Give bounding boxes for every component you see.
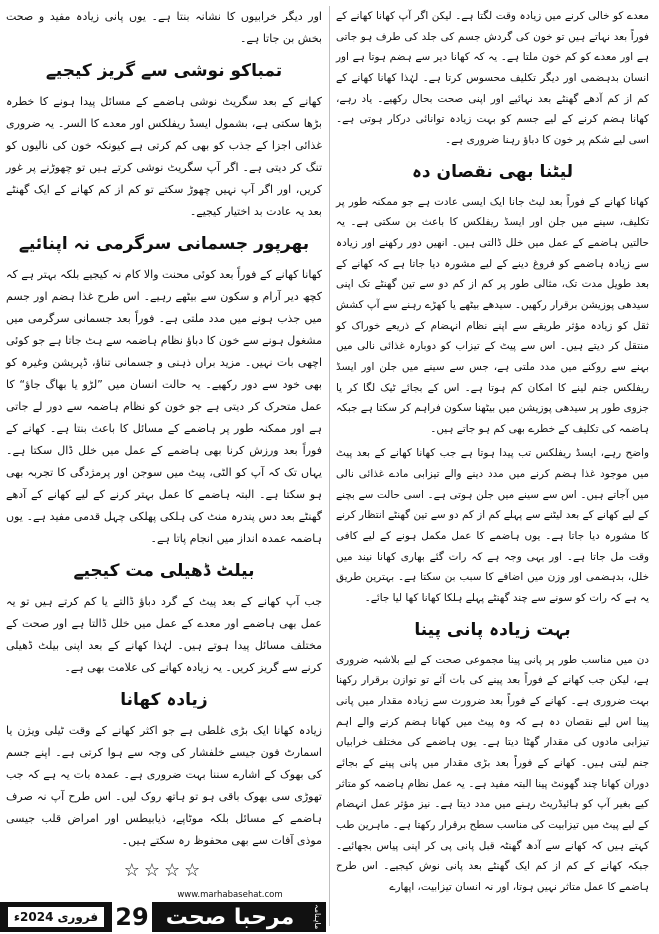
end-stars: ☆☆☆☆ [123,860,205,881]
section-physical-activity-paragraph: کھانا کھانے کے فوراً بعد کوئی محنت والا کام نہ کیجیے بلکہ بہتر ہے کہ کچھ دیر آرام و سکون سے بیٹھے رہیے۔ اس طرح غذا ہضم اور جسم میں جذب ہونے میں مدد ملتی ہے۔ فوراً بعد جسمانی سرگرمی میں مشغول ہونے سے خون کا دباؤ نظام ہاضمہ سے ہٹ جاتا ہے جو کوئی اچھی بات نہیں۔ مزید براں ذہنی و جسمانی تناؤ، ڈپریشن وغیرہ کو بھی خود سے دور رکھیے۔ یہ حالت انسان میں ”لڑو یا بھاگ جاؤ“ کا عمل متحرک کر دیتی ہے جو خون کو نظام ہاضمہ سے دور لے جاتی ہے اور ممکنہ طور پر ہاضمے کے مسائل کا باعث بنتا ہے۔ کھانے کے فوراً بعد ورزش کرنا بھی ہاضمے کے عمل میں خلل ڈال سکتا ہے۔ یہاں تک کہ آپ کو الٹی، پیٹ میں سوجن اور پرمژدگی کا تجربہ بھی ہو سکتا ہے۔ البتہ ہاضمے کا عمل بہتر کرنے کے لیے کھانے کے آدھے گھنٹے بعد دس پندرہ منٹ کی ہلکی پھلکی چہل قدمی مفید ہے۔ یوں ہاضمہ عمدہ انداز میں انجام پاتا ہے۔ [6,268,322,545]
monthly-label: ماہنامہ [313,904,322,930]
right-intro-paragraph: معدے کو خالی کرنے میں زیادہ وقت لگتا ہے۔ لیکن اگر آپ کھانا کھانے کے فوراً بعد نہاتے ہیں تو خون کی گردش جسم کی جلد کی طرف ہو جاتی ہے اور معدے کو کم خون ملتا ہے۔ یہ کہ کھانا دیر سے ہضم ہوتا ہے اور انسان بدہضمی اور دیگر تکلیف محسوس کرتا ہے۔ لہٰذا کھانا کھانے کے کم از کم آدھے گھنٹے بعد نہائیے اور اپنی صحت بحال رکھیے۔ یاد رہے، کھانا ہضم کرنے کے لیے جسم کو بہت زیادہ توانائی درکار ہوتی ہے۔ اسی لیے شکم پر خون کا دباؤ رہنا ضروری ہے۔ [336,10,649,146]
section-heading-smoking: تمباکو نوشی سے گریز کیجیے [45,61,283,81]
page-footer [0,890,326,932]
section-drinking-water-paragraph: دن میں مناسب طور پر پانی پینا مجموعی صحت کے لیے بلاشبہ ضروری ہے، لیکن جب کھانے کے فوراً بعد پینے کی بات آئے تو توازن برقرار رکھنا بہت ضروری ہے۔ کھانے کے فوراً بعد ضرورت سے زیادہ مقدار میں پانی پینا اس لیے نقصان دہ ہے کہ وہ پیٹ میں کھانا ہضم کرنے والے اہم تیزابی مادوں کی مقدار گھٹا دیتا ہے۔ یوں ہاضمے کی مختلف خرابیاں جنم لیتی ہیں۔ کھانے کے فوراً بعد بڑی مقدار میں پانی پینے کے بجائے دوران کھانا چند گھونٹ پینا البتہ مفید ہے۔ یہ عمل نظام ہاضمہ کو متاثر کیے بغیر آپ کو ہائیڈریٹ رہنے میں مدد دیتا ہے۔ نیز مؤثر عمل انہضام کے لیے پیٹ میں تیزابیت کی مناسب سطح برقرار رکھتا ہے۔ ماہرین طب کہتے ہیں کہ کھانے سے آدھ گھنٹہ قبل پانی پی کر اپنی پیاس بجھائیے۔ جبکہ کھانے کے کم از کم ایک گھنٹے بعد پانی نوش کیجیے۔ اس طرح ہاضمے کا عمل متاثر نہیں ہوتا، اور نہ انسان تیزابیت، اپھارے [336,653,649,893]
page-number: 29 [112,902,152,932]
issue-year: 2024ء [13,910,54,924]
section-belt-paragraph: جب آپ کھانے کے بعد پیٹ کے گرد دباؤ ڈالتے یا کم کرتے ہیں تو یہ عمل بھی ہاضمے اور معدے کے عمل میں خلل ڈالتا ہے اور صحت کے مختلف مسائل پیدا ہوتے ہیں۔ لہٰذا کھانے کے بعد اپنی بیلٹ ڈھیلی کرنے سے گریز کریں۔ یہ زیادہ کھانے کی علامت بھی ہے۔ [6,595,322,674]
issue-month: فروری [57,910,99,924]
section-heading-drinking-water: بہت زیادہ پانی پینا [414,619,571,640]
section-heading-overeating: زیادہ کھانا [120,690,208,710]
issue-date-box [6,905,106,929]
column-divider [329,6,330,926]
section-smoking-paragraph: کھانے کے بعد سگریٹ نوشی ہاضمے کے مسائل پیدا ہونے کا خطرہ بڑھا سکتی ہے، بشمول ایسڈ ریفلکس اور معدے کا السر۔ یہ ضروری غذائی اجزا کے جذب کو بھی کم کرتی ہے کیونکہ خون کی نالیوں کو تنگ کر دیتی ہے۔ اگر آپ سگریٹ نوشی کرتے ہیں تو چھوڑنے پر غور کریں، اور اگر آپ نہیں چھوڑ سکتے تو کم از کم کھانے کے ایک گھنٹے بعد یہ عادت بد اختیار کیجیے۔ [6,95,322,218]
left-column [6,0,324,881]
magazine-logo: مرحبا صحت [165,904,295,930]
section-lying-down-paragraph-2: واضح رہے، ایسڈ ریفلکس تب پیدا ہوتا ہے جب کھانا کھانے کے بعد پیٹ میں موجود غذا ہضم کرنے میں مدد دینے والے تیزابی مادے غذائی نالی میں آجاتے ہیں۔ اس سے سینے میں جلن ہوتی ہے۔ اسی حالت سے بچنے کے لیے کھانے کے بعد لیٹنے سے پہلے کم از کم دو سے تین گھنٹے انتظار کرنے کا مشورہ دیا جاتا ہے۔ یوں ہاضمے کا عمل مکمل ہونے کے لیے کافی وقت مل جاتا ہے۔ اور یہی وجہ ہے کہ رات گئے بھاری کھانا نیند میں خلل، بدہضمی اور وزن میں اضافے کا سبب بن سکتا ہے۔ بہترین طریق یہ ہے کہ رات کو سونے سے چند گھنٹے پہلے ہلکا کھانا کھا لیا جائے۔ [336,447,649,605]
section-lying-down-paragraph-1: کھانا کھانے کے فوراً بعد لیٹ جانا ایک ایسی عادت ہے جو ممکنہ طور پر تکلیف، سینے میں جلن اور ایسڈ ریفلکس کا باعث بن سکتی ہے۔ یہ حالتیں ہاضمے کے عمل میں خلل ڈالتی ہیں۔ انھیں دور رکھنے اور زیادہ سے زیادہ ہاضمے کو فروغ دینے کے لیے مشورہ دیا جاتا ہے کہ کھانے کے بعد طویل مدت تک، مثالی طور پر کم از کم دو سے تین گھنٹے تک اپنی سیدھی پوزیشن برقرار رکھیں۔ سیدھے بیٹھے یا کھڑے رہنے سے آپ کشش ثقل کو زیادہ مؤثر طریقے سے اپنے نظام انہضام کے ذریعے خوراک کو منتقل کر دیتے ہیں۔ اس سے پیٹ کے تیزاب کو دوبارہ غذائی نالی میں بہنے سے روکنے میں مدد ملتی ہے، جس سے سینے میں جلن اور ایسڈ ریفلکس جنم لینے کا امکان کم ہوتا ہے۔ اس کے بجائے ٹیک لگا کر یا جزوی طور پر سیدھی پوزیشن میں بیٹھنا سکون فراہم کر سکتا ہے جبکہ ہاضمہ کی تکلیف کے خطرے بھی کم ہو جاتے ہیں۔ [336,195,649,435]
section-heading-physical-activity: بھرپور جسمانی سرگرمی نہ اپنائیے [18,234,310,254]
section-overeating-paragraph: زیادہ کھانا ایک بڑی غلطی ہے جو اکثر کھانے کے وقت ٹیلی ویژن یا اسمارٹ فون جیسے خلفشار کی وجہ سے ہوا کرتی ہے۔ اپنے جسم کی بھوک کے اشارے سننا بہت ضروری ہے۔ عمدہ بات یہ ہے کہ جب تھوڑی سی بھوک باقی ہو تو ہاتھ روک لیں۔ اس طرح آپ نہ صرف ہاضمے کے مسائل بلکہ موٹاپے، ذیابیطس اور امراض قلب جیسی موذی آفات سے بھی محفوظ رہ سکتے ہیں۔ [6,724,322,847]
right-column [336,0,651,902]
section-heading-lying-down: لیٹنا بھی نقصان دہ [411,161,574,182]
website-url: www.marhabasehat.com [177,890,283,900]
section-heading-belt: بیلٹ ڈھیلی مت کیجیے [73,561,255,581]
left-intro-paragraph: اور دیگر خرابیوں کا نشانہ بنتا ہے۔ یوں پانی زیادہ مفید و صحت بخش بن جاتا ہے۔ [6,10,322,45]
